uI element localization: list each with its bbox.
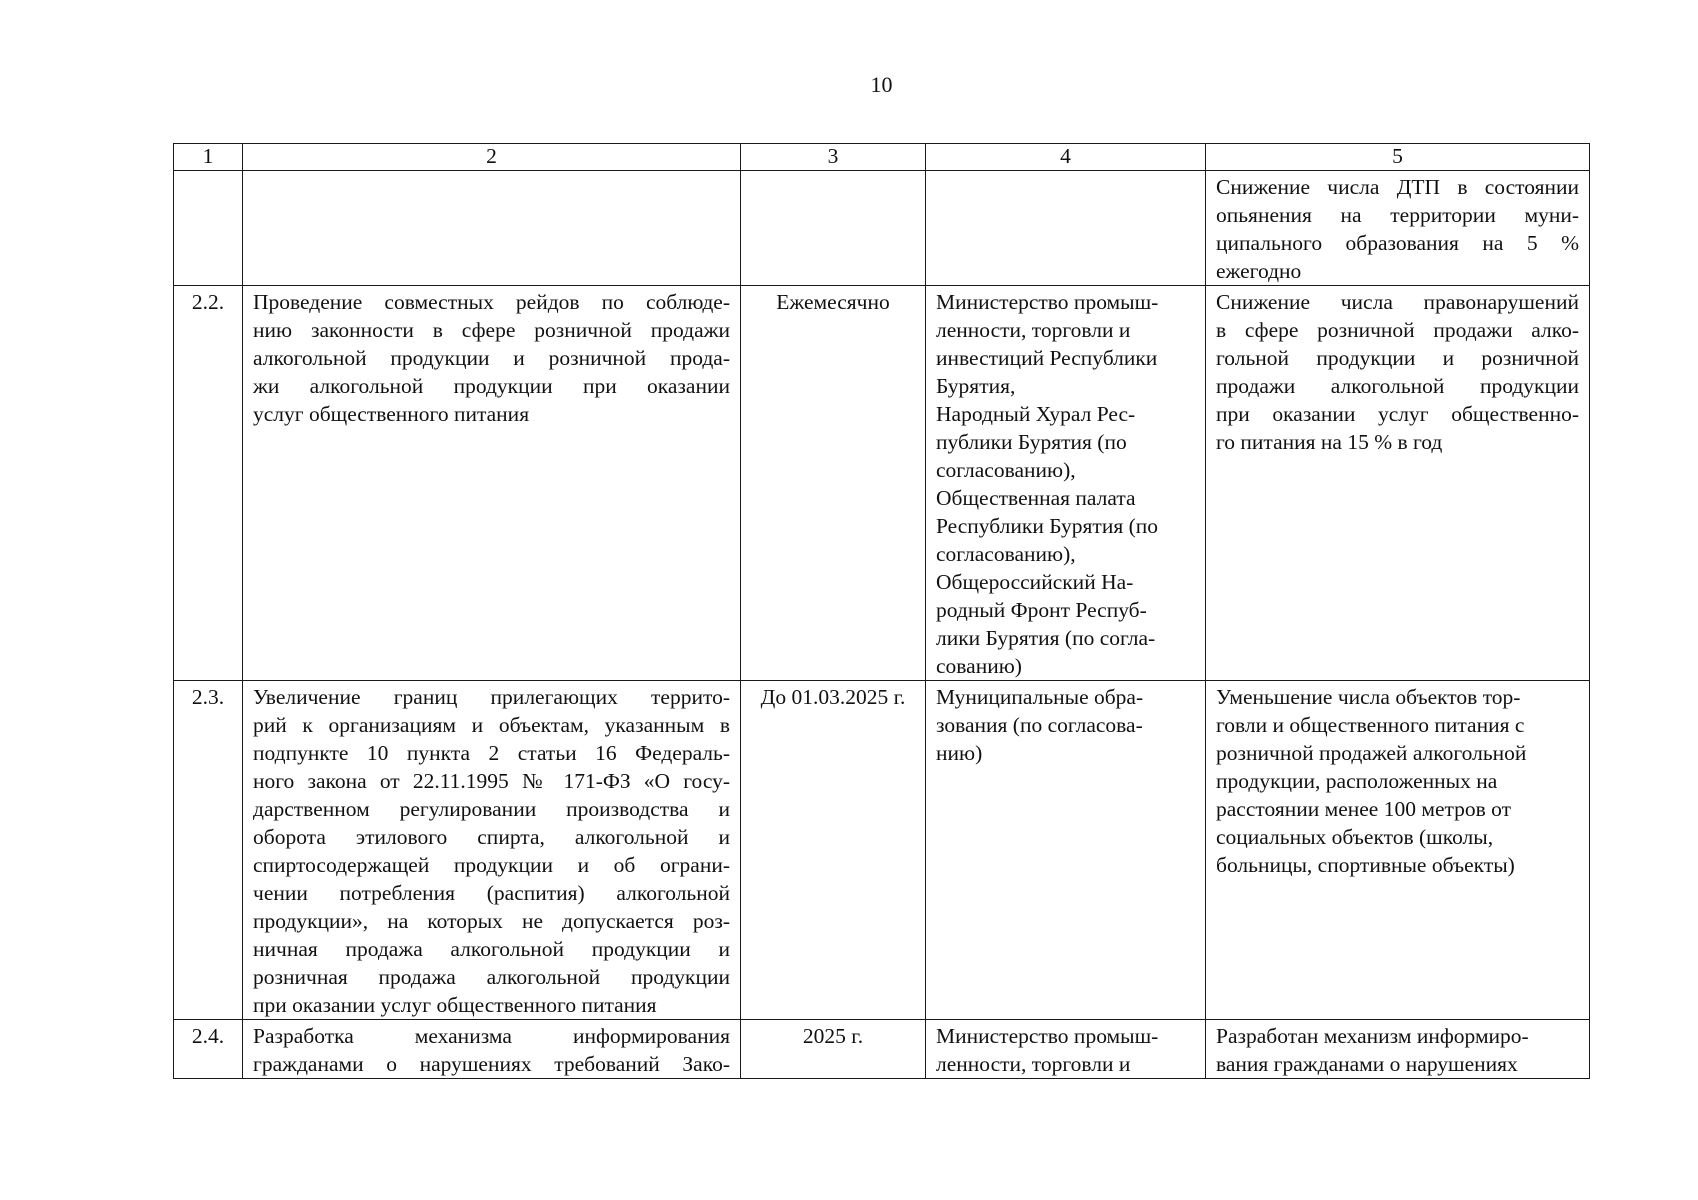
text-line: ежегодно <box>1216 259 1302 283</box>
text-line: лики Бурятия (по согла- <box>936 626 1156 650</box>
column-header-3: 3 <box>741 144 926 171</box>
text-line: продукции, расположенных на <box>1216 769 1498 793</box>
table-row-2-3 <box>174 681 1590 1020</box>
text-line: рий к организациям и объектам, указанным в <box>253 713 730 737</box>
text-line: жи алкогольной продукции при оказании <box>253 374 730 398</box>
text-line: розничной продажей алкогольной <box>1216 741 1527 765</box>
text-line: Республики Бурятия (по <box>936 514 1159 538</box>
text-line: Снижение числа ДТП в состоянии <box>1216 175 1579 199</box>
text-line: дарственном регулировании производства и <box>253 797 730 821</box>
cell-number <box>174 171 243 286</box>
table-header-row <box>174 144 1590 171</box>
text-line: Разработка механизма информирования <box>253 1024 730 1048</box>
cell-measure <box>243 171 741 286</box>
text-line: Общероссийский На- <box>936 570 1134 594</box>
text-line: ленности, торговли и <box>936 318 1131 342</box>
text-line: го питания на 15 % в год <box>1216 430 1443 454</box>
text-line: розничная продажа алкогольной продукции <box>253 965 730 989</box>
text-line: согласованию), <box>936 458 1076 482</box>
text-line: социальных объектов (школы, <box>1216 825 1494 849</box>
text-line: Бурятия, <box>936 374 1016 398</box>
table-row-2-4 <box>174 1020 1590 1079</box>
cell-number: 2.3. <box>174 681 243 1020</box>
text-line: оборота этилового спирта, алкогольной и <box>253 825 730 849</box>
cell-deadline: Ежемесячно <box>741 286 926 681</box>
text-line: вания гражданами о нарушениях <box>1216 1052 1518 1076</box>
cell-deadline: До 01.03.2025 г. <box>741 681 926 1020</box>
page-number: 10 <box>870 72 893 97</box>
text-line: Министерство промыш- <box>936 1024 1159 1048</box>
text-line: ципального образования на 5 % <box>1216 231 1579 255</box>
cell-result <box>1206 1020 1590 1079</box>
measures-table <box>173 143 1590 1079</box>
text-line: публики Бурятия (по <box>936 430 1127 454</box>
column-header-4: 4 <box>926 144 1206 171</box>
text-line: подпункте 10 пункта 2 статьи 16 Федераль- <box>253 741 730 765</box>
text-line: больницы, спортивные объекты) <box>1216 853 1515 877</box>
text-line: говли и общественного питания с <box>1216 713 1525 737</box>
text-line: инвестиций Республики <box>936 346 1158 370</box>
text-line: ничная продажа алкогольной продукции и <box>253 937 730 961</box>
cell-result <box>1206 681 1590 1020</box>
text-line: Муниципальные обра- <box>936 685 1144 709</box>
text-line: Народный Хурал Рес- <box>936 402 1136 426</box>
text-line: гольной продукции и розничной <box>1216 346 1579 370</box>
cell-measure <box>243 681 741 1020</box>
cell-number: 2.4. <box>174 1020 243 1079</box>
text-line: расстоянии менее 100 метров от <box>1216 797 1512 821</box>
cell-responsible <box>926 1020 1206 1079</box>
cell-result <box>1206 286 1590 681</box>
text-line: сованию) <box>936 654 1022 678</box>
column-header-2: 2 <box>243 144 741 171</box>
text-line: чении потребления (распития) алкогольной <box>253 881 730 905</box>
table-row-2-2 <box>174 286 1590 681</box>
text-line: Министерство промыш- <box>936 290 1159 314</box>
text-line: Разработан механизм информиро- <box>1216 1024 1529 1048</box>
text-line: нию законности в сфере розничной продажи <box>253 318 730 342</box>
cell-number: 2.2. <box>174 286 243 681</box>
column-header-1: 1 <box>174 144 243 171</box>
text-line: гражданами о нарушениях требований Зако- <box>253 1052 730 1076</box>
text-line: при оказании услуг общественно- <box>1216 402 1579 426</box>
text-line: спиртосодержащей продукции и об ограни- <box>253 853 730 877</box>
text-line: в сфере розничной продажи алко- <box>1216 318 1579 342</box>
text-line: согласованию), <box>936 542 1076 566</box>
text-line: Увеличение границ прилегающих террито- <box>253 685 730 709</box>
table-row-continuation <box>174 171 1590 286</box>
column-header-5: 5 <box>1206 144 1590 171</box>
text-line: Уменьшение числа объектов тор- <box>1216 685 1521 709</box>
cell-responsible <box>926 681 1206 1020</box>
cell-measure <box>243 286 741 681</box>
text-line: Снижение числа правонарушений <box>1216 290 1579 314</box>
cell-deadline <box>741 171 926 286</box>
cell-responsible <box>926 171 1206 286</box>
text-line: услуг общественного питания <box>253 402 530 426</box>
cell-result <box>1206 171 1590 286</box>
text-line: нию) <box>936 741 983 765</box>
text-line: Общественная палата <box>936 486 1136 510</box>
cell-measure <box>243 1020 741 1079</box>
text-line: родный Фронт Респуб- <box>936 598 1147 622</box>
text-line: продажи алкогольной продукции <box>1216 374 1579 398</box>
text-line: при оказании услуг общественного питания <box>253 993 657 1017</box>
text-line: ного закона от 22.11.1995 № 171-ФЗ «О госу- <box>253 769 730 793</box>
text-line: продукции», на которых не допускается роз- <box>253 909 730 933</box>
cell-responsible <box>926 286 1206 681</box>
text-line: Проведение совместных рейдов по соблюде- <box>253 290 730 314</box>
text-line: ленности, торговли и <box>936 1052 1131 1076</box>
text-line: алкогольной продукции и розничной прода- <box>253 346 730 370</box>
text-line: опьянения на территории муни- <box>1216 203 1579 227</box>
text-line: зования (по согласова- <box>936 713 1143 737</box>
cell-deadline: 2025 г. <box>741 1020 926 1079</box>
